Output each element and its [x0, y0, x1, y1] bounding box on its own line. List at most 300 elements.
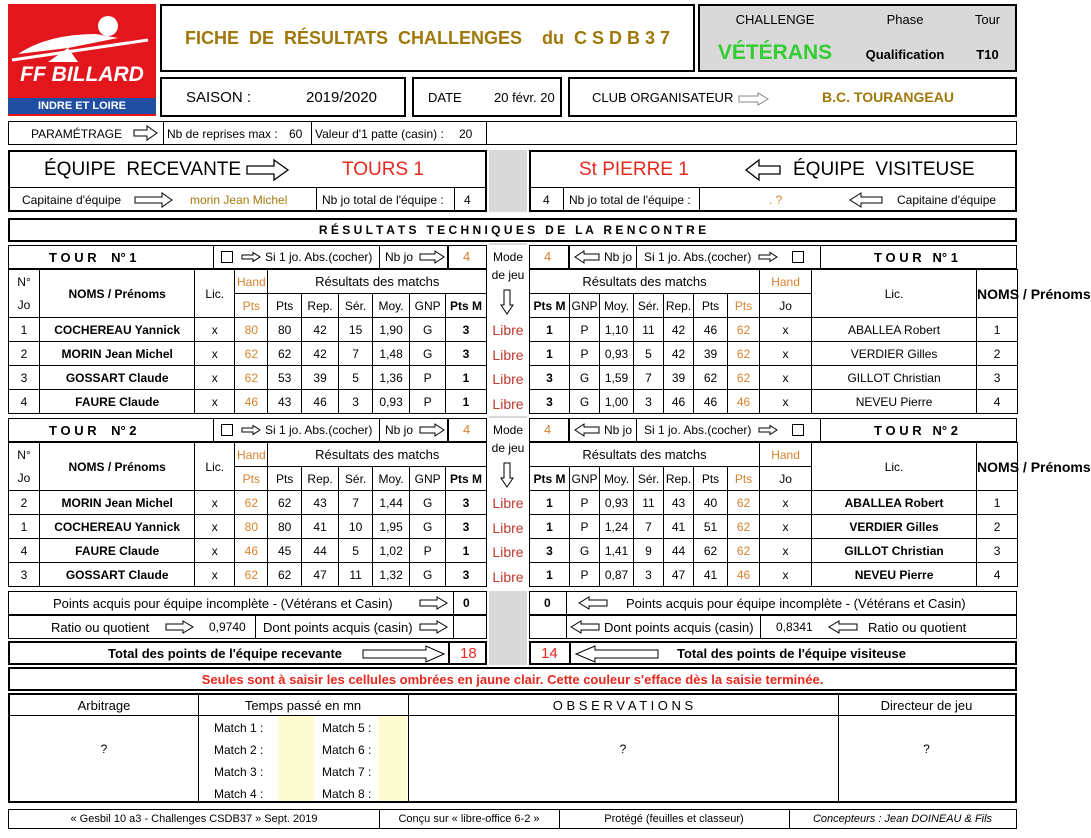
arrow-left-icon [745, 159, 781, 181]
points-match: 3 [445, 491, 486, 515]
points[interactable]: 80 [268, 318, 301, 342]
table-row [9, 491, 487, 515]
lic-header: Lic. [812, 443, 977, 491]
handicap: 62 [235, 563, 268, 587]
player-name: NEVEU Pierre [812, 563, 977, 587]
tour2-absent-checkbox-home[interactable] [221, 424, 233, 436]
gnp: G [410, 318, 445, 342]
reprises[interactable]: 39 [664, 366, 694, 390]
moyenne: 1,32 [372, 563, 410, 587]
points[interactable]: 51 [694, 515, 728, 539]
handicap: 62 [728, 342, 760, 366]
serie[interactable]: 11 [634, 318, 664, 342]
handicap: 62 [235, 342, 268, 366]
lic-header: Lic. [195, 443, 235, 491]
licence[interactable]: x [195, 539, 235, 563]
player-name: NEVEU Pierre [812, 390, 977, 414]
date-label: DATE [428, 90, 462, 105]
table-row [9, 563, 487, 587]
arrow-left-icon [578, 596, 608, 610]
arrow-right-icon [362, 645, 446, 663]
jo-number[interactable]: 4 [977, 390, 1018, 414]
sheet-title [160, 4, 695, 72]
tour2-mode-label: Mode [492, 423, 524, 437]
licence[interactable]: x [195, 390, 235, 414]
player-name: COCHEREAU Yannick [40, 318, 195, 342]
reprises[interactable]: 42 [301, 342, 339, 366]
serie[interactable]: 3 [634, 563, 664, 587]
date-value[interactable]: 20 févr. 20 [494, 90, 555, 105]
club-label: CLUB ORGANISATEUR [592, 90, 734, 105]
gnp: G [570, 390, 600, 414]
date-box [412, 77, 562, 117]
noms-header: NOMS / Prénoms [40, 270, 195, 318]
serie[interactable]: 5 [339, 539, 372, 563]
points-match: 1 [445, 539, 486, 563]
licence[interactable]: x [195, 318, 235, 342]
moyenne: 1,41 [600, 539, 634, 563]
ratio-label-away: Ratio ou quotient [868, 620, 967, 635]
logo-region: INDRE ET LOIRE [8, 98, 156, 114]
table-row [530, 491, 1018, 515]
serie[interactable]: 10 [339, 515, 372, 539]
reprises[interactable]: 42 [664, 342, 694, 366]
away-team-label: ÉQUIPE VISITEUSE [793, 159, 975, 180]
arrow-right-icon [758, 425, 778, 435]
tour2-nbjo-away[interactable]: 4 [544, 422, 552, 437]
gnp: P [570, 515, 600, 539]
pts-header: Pts [694, 294, 728, 318]
handicap: 62 [728, 318, 760, 342]
arrow-right-icon [246, 159, 290, 181]
table-row [9, 515, 487, 539]
arrow-down-icon [500, 462, 514, 488]
resultats-header: Résultats des matchs [530, 443, 760, 467]
home-captain-value[interactable]: morin Jean Michel [190, 193, 288, 207]
points[interactable]: 43 [268, 390, 301, 414]
reprises[interactable]: 41 [301, 515, 339, 539]
tour1-nbjo-label-home: Nb jo [385, 250, 414, 264]
billiard-player-icon [8, 4, 156, 64]
jo-header: Jo [760, 467, 812, 491]
moyenne: 1,59 [600, 366, 634, 390]
reprises[interactable]: 43 [301, 491, 339, 515]
total-home [8, 641, 487, 665]
moyenne: 1,02 [372, 539, 410, 563]
reprises[interactable]: 42 [664, 318, 694, 342]
mode-value: Libre [492, 346, 524, 363]
serie[interactable]: 5 [634, 342, 664, 366]
tour-value[interactable]: T10 [976, 46, 999, 62]
handicap: 62 [728, 366, 760, 390]
arrow-left-icon [574, 250, 600, 264]
points[interactable]: 62 [694, 539, 728, 563]
club-value[interactable]: B.C. TOURANGEAU [822, 89, 954, 105]
points[interactable]: 62 [268, 563, 301, 587]
serie[interactable]: 7 [339, 491, 372, 515]
licence[interactable]: x [760, 390, 812, 414]
table-row [9, 318, 487, 342]
match-1-label: Match 1 : [214, 721, 264, 735]
observations-value[interactable]: ? [619, 742, 627, 756]
serie[interactable]: 15 [339, 318, 372, 342]
player-name: MORIN Jean Michel [40, 491, 195, 515]
jo-number[interactable]: 1 [9, 318, 40, 342]
arrow-right-icon [134, 192, 174, 208]
player-name: GOSSART Claude [40, 366, 195, 390]
serie[interactable]: 7 [634, 515, 664, 539]
tour1-nbjo-away[interactable]: 4 [544, 249, 552, 264]
challenge-value[interactable]: VÉTÉRANS [717, 41, 833, 64]
home-ratio-value: 0,9740 [209, 620, 246, 634]
tour2-nbjo-label-away: Nb jo [604, 423, 633, 437]
ser-header: Sér. [634, 467, 664, 491]
ptsm-header: Pts M [530, 294, 570, 318]
player-name: MORIN Jean Michel [40, 342, 195, 366]
points-match: 3 [530, 366, 570, 390]
phase-value[interactable]: Qualification [865, 46, 945, 62]
mode-value: Libre [492, 322, 524, 338]
total-home-label: Total des points de l'équipe recevante [108, 646, 343, 661]
gnp: G [570, 366, 600, 390]
licence[interactable]: x [760, 491, 812, 515]
reprises[interactable]: 41 [664, 515, 694, 539]
jo-header: Jo [9, 294, 40, 318]
points[interactable]: 39 [694, 342, 728, 366]
mode-value: Libre [492, 371, 524, 388]
tour2-absent-checkbox-away[interactable] [792, 424, 804, 436]
hand-header: Hand [235, 270, 268, 294]
moyenne: 0,93 [600, 491, 634, 515]
handicap: 62 [235, 491, 268, 515]
footer-version: « Gesbil 10 a3 - Challenges CSDB37 » Sept. 2019 [70, 813, 318, 825]
moyenne: 1,90 [372, 318, 410, 342]
reprises[interactable]: 46 [664, 390, 694, 414]
reprises[interactable]: 44 [301, 539, 339, 563]
handicap: 46 [728, 390, 760, 414]
home-team-name[interactable]: TOURS 1 [342, 159, 425, 180]
gnp: P [570, 563, 600, 587]
noms-header: NOMS / Prénoms [977, 443, 1018, 491]
hand-pts-header: Pts [728, 467, 760, 491]
points[interactable]: 45 [268, 539, 301, 563]
handicap: 46 [235, 390, 268, 414]
serie[interactable]: 9 [634, 539, 664, 563]
reprises[interactable]: 47 [301, 563, 339, 587]
footer-protection: Protégé (feuilles et classeur) [604, 813, 744, 825]
away-team-box [529, 150, 1017, 212]
reprises[interactable]: 46 [301, 390, 339, 414]
moy-header: Moy. [600, 467, 634, 491]
moyenne: 1,10 [600, 318, 634, 342]
player-name: FAURE Claude [40, 390, 195, 414]
serie[interactable]: 3 [634, 390, 664, 414]
handicap: 46 [728, 563, 760, 587]
table-row [9, 366, 487, 390]
hand-header: Hand [760, 443, 812, 467]
jo-number[interactable]: 3 [977, 366, 1018, 390]
noms-header: NOMS / Prénoms [977, 270, 1018, 318]
hand-pts-header: Pts [235, 294, 268, 318]
rep-header: Rep. [664, 294, 694, 318]
tour1-nbjo-home[interactable]: 4 [463, 249, 471, 264]
patte-label: Valeur d'1 patte (casin) : [315, 127, 444, 141]
table-row [9, 342, 487, 366]
moy-header: Moy. [372, 467, 410, 491]
points-match: 1 [530, 342, 570, 366]
licence[interactable]: x [760, 318, 812, 342]
reprises[interactable]: 44 [664, 539, 694, 563]
jo-number[interactable]: 4 [9, 539, 40, 563]
results-title [8, 218, 1017, 242]
points[interactable]: 46 [694, 390, 728, 414]
jo-number[interactable]: 4 [9, 390, 40, 414]
tour1-absent-checkbox-home[interactable] [221, 251, 233, 263]
directeur-value[interactable]: ? [923, 742, 930, 756]
arrow-right-icon [133, 125, 159, 141]
tour2-nbjo-label-home: Nb jo [385, 423, 414, 437]
gnp: P [570, 318, 600, 342]
patte-value[interactable]: 20 [459, 127, 473, 141]
tour1-absent-checkbox-away[interactable] [792, 251, 804, 263]
jo-number[interactable]: 3 [977, 539, 1018, 563]
serie[interactable]: 7 [634, 366, 664, 390]
moyenne: 1,24 [600, 515, 634, 539]
lic-header: Lic. [812, 270, 977, 318]
moy-header: Moy. [372, 294, 410, 318]
notice [8, 667, 1017, 691]
table-row [530, 318, 1018, 342]
moyenne: 0,93 [372, 390, 410, 414]
moyenne: 1,36 [372, 366, 410, 390]
away-team-name[interactable]: St PIERRE 1 [579, 159, 689, 180]
lic-header: Lic. [195, 270, 235, 318]
tour1-absent-label-away: Si 1 jo. Abs.(cocher) [644, 250, 752, 264]
ser-header: Sér. [339, 294, 372, 318]
player-name: COCHEREAU Yannick [40, 515, 195, 539]
ser-header: Sér. [339, 467, 372, 491]
handicap: 62 [728, 515, 760, 539]
moyenne: 1,44 [372, 491, 410, 515]
arrow-right-icon [738, 92, 770, 106]
points[interactable]: 80 [268, 515, 301, 539]
serie[interactable]: 7 [339, 342, 372, 366]
arrow-left-icon [849, 192, 883, 208]
player-name: FAURE Claude [40, 539, 195, 563]
saison-label: SAISON : [186, 89, 252, 106]
points[interactable]: 46 [694, 318, 728, 342]
arrow-right-icon [419, 596, 449, 610]
home-nbjo-value[interactable]: 4 [464, 193, 471, 207]
licence[interactable]: x [760, 515, 812, 539]
moyenne: 0,87 [600, 563, 634, 587]
dont-label-away: Dont points acquis (casin) [604, 620, 754, 635]
points-match: 3 [530, 539, 570, 563]
ptsm-header: Pts M [530, 467, 570, 491]
jo-number[interactable]: 3 [9, 563, 40, 587]
tour2-away-table [529, 442, 1091, 587]
away-nbjo-value[interactable]: 4 [543, 193, 550, 207]
licence[interactable]: x [195, 563, 235, 587]
reprises[interactable]: 42 [301, 318, 339, 342]
serie[interactable]: 5 [339, 366, 372, 390]
points[interactable]: 53 [268, 366, 301, 390]
arrow-right-icon [758, 252, 778, 262]
rep-header: Rep. [301, 294, 339, 318]
tour1-header-right [529, 245, 1017, 269]
home-incomplete-value[interactable]: 0 [463, 596, 470, 610]
points[interactable]: 40 [694, 491, 728, 515]
arbitrage-value[interactable]: ? [100, 742, 108, 756]
total-away-label: Total des points de l'équipe visiteuse [677, 646, 906, 661]
arrow-left-icon [570, 620, 600, 634]
licence[interactable]: x [195, 515, 235, 539]
temps-label: Temps passé en mn [244, 697, 362, 713]
team-separator [489, 150, 527, 212]
serie[interactable]: 3 [339, 390, 372, 414]
tour-label: Tour [974, 11, 1001, 27]
points[interactable]: 62 [268, 342, 301, 366]
jo-number[interactable]: 2 [977, 342, 1018, 366]
no-header: N° [9, 443, 40, 467]
incomplete-away [529, 591, 1017, 615]
tour2-nbjo-home[interactable]: 4 [463, 422, 471, 437]
jo-number[interactable]: 1 [977, 491, 1018, 515]
tour1-away-table [529, 269, 1091, 414]
hand-pts-header: Pts [235, 467, 268, 491]
match-3-label: Match 3 : [214, 765, 264, 779]
challenge-panel [698, 4, 1017, 72]
mode-value: Libre [492, 519, 524, 536]
table-row [530, 342, 1018, 366]
arrow-down-icon [500, 289, 514, 315]
licence[interactable]: x [760, 563, 812, 587]
away-incomplete-value[interactable]: 0 [544, 596, 551, 610]
points[interactable]: 62 [694, 366, 728, 390]
gnp: P [410, 366, 445, 390]
jo-header: Jo [9, 467, 40, 491]
player-name: GOSSART Claude [40, 563, 195, 587]
tour2-absent-label-away: Si 1 jo. Abs.(cocher) [644, 423, 752, 437]
licence[interactable]: x [195, 366, 235, 390]
points-match: 1 [445, 390, 486, 414]
player-name: ABALLEA Robert [812, 318, 977, 342]
bottom-section [8, 693, 1017, 803]
resultats-header: Résultats des matchs [530, 270, 760, 294]
arrow-left-icon [828, 620, 858, 634]
sheet-title-text: FICHE DE RÉSULTATS CHALLENGES du C S D B 3 7 [184, 27, 671, 48]
jo-number[interactable]: 2 [977, 515, 1018, 539]
jo-number[interactable]: 2 [9, 342, 40, 366]
jo-number[interactable]: 4 [977, 563, 1018, 587]
table-row [530, 539, 1018, 563]
gnp: P [570, 342, 600, 366]
tour1-absent-label-home: Si 1 jo. Abs.(cocher) [265, 250, 373, 264]
match-7-label: Match 7 : [322, 765, 372, 779]
licence[interactable]: x [760, 539, 812, 563]
handicap: 46 [235, 539, 268, 563]
tour2-dejeu-label: de jeu [491, 441, 525, 455]
away-captain-label: Capitaine d'équipe [897, 193, 997, 207]
saison-value[interactable]: 2019/2020 [306, 89, 377, 106]
challenge-label: CHALLENGE [735, 11, 815, 27]
licence[interactable]: x [760, 342, 812, 366]
incomplete-home [8, 591, 487, 615]
moyenne: 0,93 [600, 342, 634, 366]
licence[interactable]: x [195, 342, 235, 366]
serie[interactable]: 11 [339, 563, 372, 587]
hand-header: Hand [760, 270, 812, 294]
param-label: PARAMÉTRAGE [31, 127, 123, 141]
gnp: P [410, 539, 445, 563]
licence[interactable]: x [195, 491, 235, 515]
reprises-value[interactable]: 60 [289, 127, 303, 141]
arrow-left-icon [575, 645, 659, 663]
points-match: 1 [530, 318, 570, 342]
licence[interactable]: x [760, 366, 812, 390]
points[interactable]: 62 [268, 491, 301, 515]
directeur-label: Directeur de jeu [880, 697, 973, 713]
points-match: 3 [445, 563, 486, 587]
table-row [530, 515, 1018, 539]
param-row [8, 121, 1017, 145]
moyenne: 1,95 [372, 515, 410, 539]
reprises[interactable]: 47 [664, 563, 694, 587]
tour2-title-right: T O U R N° 2 [874, 423, 958, 438]
jo-header: Jo [760, 294, 812, 318]
away-captain-value[interactable]: . ? [769, 193, 783, 207]
jo-number[interactable]: 3 [9, 366, 40, 390]
tour1-title-left: T O U R N° 1 [49, 250, 137, 265]
match-4-label: Match 4 : [214, 787, 264, 801]
handicap: 80 [235, 515, 268, 539]
moyenne: 1,48 [372, 342, 410, 366]
away-ratio-value: 0,8341 [776, 620, 813, 634]
observations-label: O B S E R V A T I O N S [552, 697, 694, 713]
serie[interactable]: 11 [634, 491, 664, 515]
tour1-nbjo-label-away: Nb jo [604, 250, 633, 264]
tour2-home-table [8, 442, 487, 587]
jo-number[interactable]: 1 [977, 318, 1018, 342]
resultats-header: Résultats des matchs [268, 443, 487, 467]
rep-header: Rep. [301, 467, 339, 491]
match-6-label: Match 6 : [322, 743, 372, 757]
handicap: 62 [235, 366, 268, 390]
rep-header: Rep. [664, 467, 694, 491]
ptsm-header: Pts M [445, 467, 486, 491]
incomplete-label-home: Points acquis pour équipe incomplète - (Vétérans et Casin) [53, 596, 393, 611]
footer [8, 809, 1017, 829]
noms-header: NOMS / Prénoms [40, 443, 195, 491]
incomplete-label-away: Points acquis pour équipe incomplète - (Vétérans et Casin) [626, 596, 966, 611]
reprises[interactable]: 39 [301, 366, 339, 390]
footer-authors: Concepteurs : Jean DOINEAU & Fils [812, 813, 993, 825]
tour1-header-left [8, 245, 487, 269]
player-name: VERDIER Gilles [812, 515, 977, 539]
tour2-header-right [529, 418, 1017, 442]
total-home-value: 18 [460, 645, 477, 662]
reprises-label: Nb de reprises max : [167, 127, 278, 141]
handicap: 62 [728, 491, 760, 515]
total-away-value: 14 [541, 645, 558, 662]
logo-brand: FF BILLARD [20, 63, 144, 86]
reprises[interactable]: 43 [664, 491, 694, 515]
points[interactable]: 41 [694, 563, 728, 587]
jo-number[interactable]: 2 [9, 491, 40, 515]
player-name: ABALLEA Robert [812, 491, 977, 515]
mode-value: Libre [492, 568, 524, 585]
jo-number[interactable]: 1 [9, 515, 40, 539]
